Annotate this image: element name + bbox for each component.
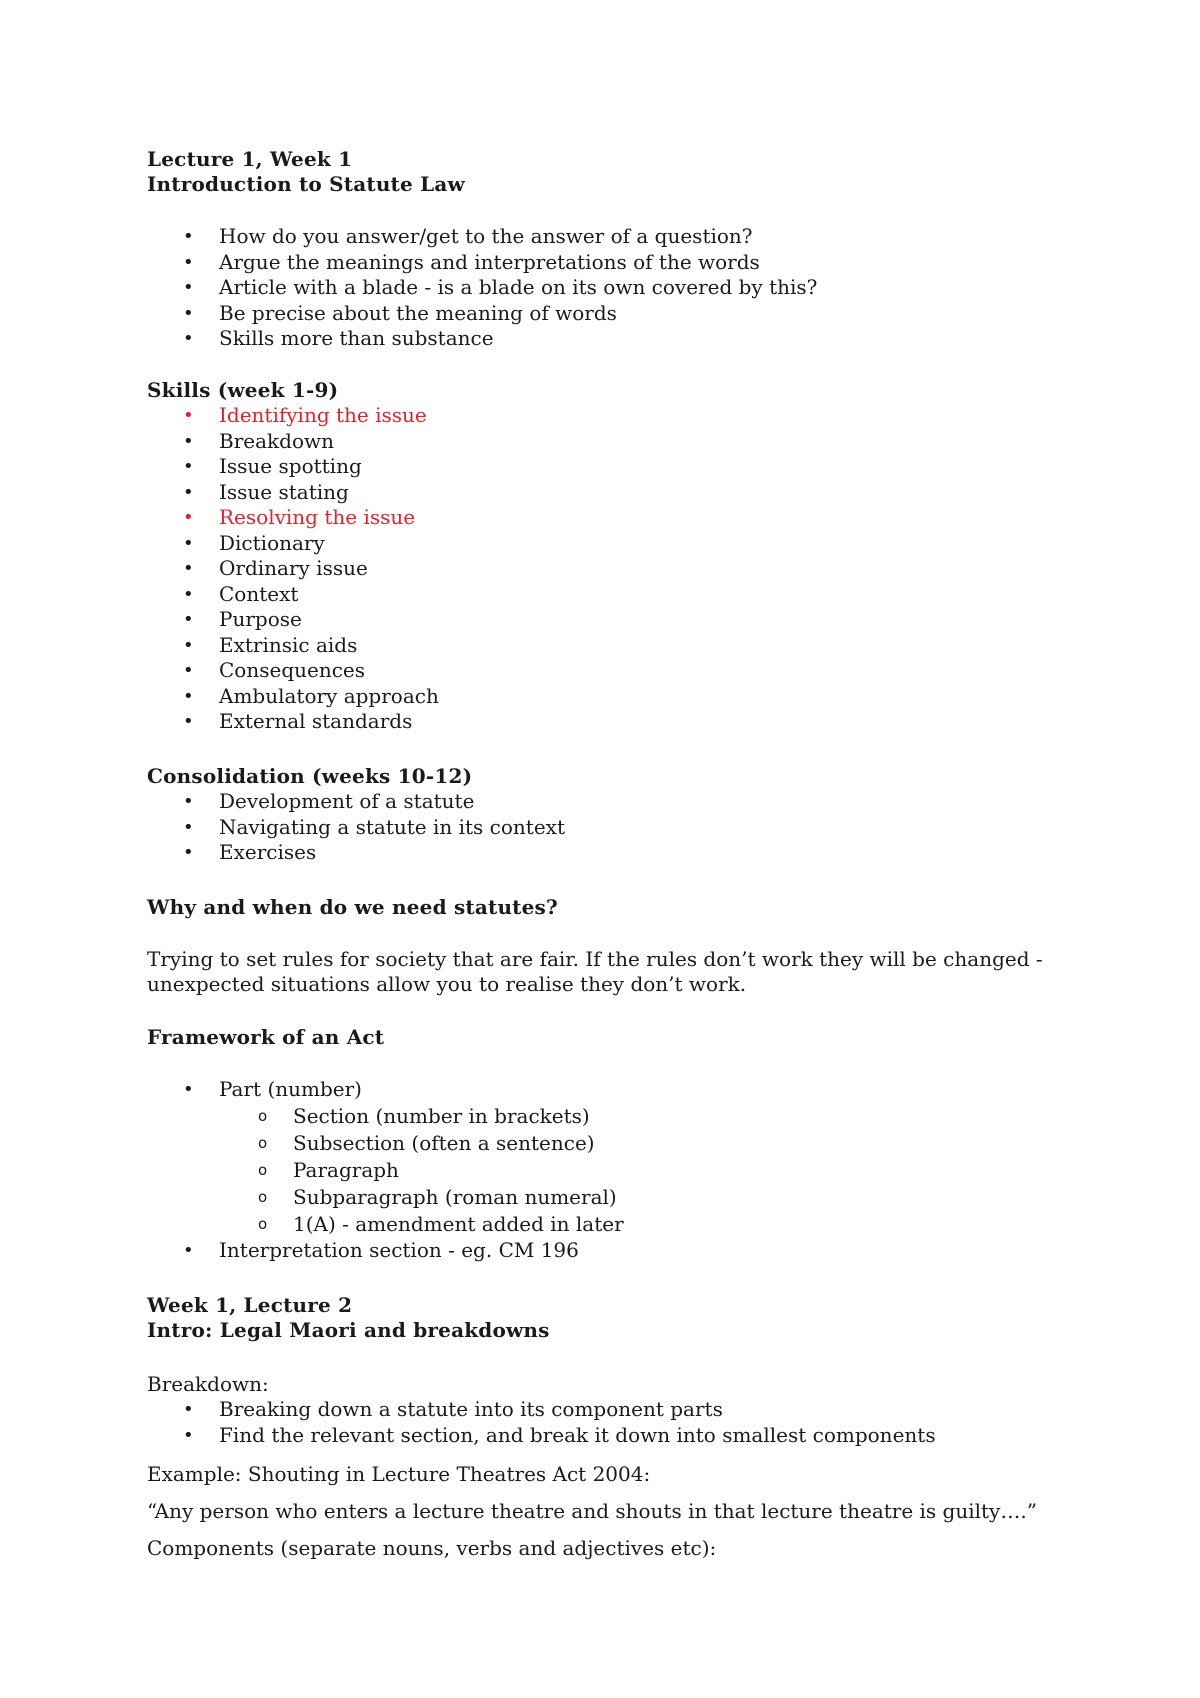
- breakdown-label: Breakdown:: [147, 1372, 269, 1396]
- list-item: • Breakdown: [147, 429, 1080, 455]
- list-item: • Identifying the issue: [147, 403, 1080, 429]
- quote-line: “Any person who enters a lecture theatre and shouts in that lecture theatre is guilty….”: [147, 1499, 1037, 1523]
- why-heading: Why and when do we need statutes?: [147, 895, 558, 919]
- why-paragraph: [147, 947, 1080, 997]
- list-item: • Context: [147, 582, 1080, 608]
- framework-heading-block: [147, 1025, 1080, 1050]
- sub-list-item: o Subparagraph (roman numeral): [147, 1184, 1080, 1211]
- intro-list: [147, 224, 1080, 352]
- sub-list-item: o Subsection (often a sentence): [147, 1130, 1080, 1157]
- components-line: Components (separate nouns, verbs and adjectives etc):: [147, 1536, 717, 1560]
- list-item: • Interpretation section - eg. CM 196: [147, 1238, 1080, 1264]
- list-item: • Skills more than substance: [147, 326, 1080, 352]
- list-item: • Development of a statute: [147, 789, 1080, 815]
- list-item: • Exercises: [147, 840, 1080, 866]
- list-item: • Ordinary issue: [147, 556, 1080, 582]
- example-line-block: [147, 1462, 1080, 1487]
- consolidation-heading: Consolidation (weeks 10-12): [147, 764, 473, 788]
- list-item: • Dictionary: [147, 531, 1080, 557]
- sub-list-item: o 1(A) - amendment added in later: [147, 1211, 1080, 1238]
- framework-heading: Framework of an Act: [147, 1025, 385, 1049]
- quote-line-block: [147, 1499, 1080, 1524]
- list-item: • Argue the meanings and interpretations of the words: [147, 250, 1080, 276]
- lecture2-line-1: Week 1, Lecture 2: [147, 1293, 353, 1317]
- lecture2-title: [147, 1293, 1080, 1343]
- list-item: • Be precise about the meaning of words: [147, 301, 1080, 327]
- list-item: • Ambulatory approach: [147, 684, 1080, 710]
- list-item: • Breaking down a statute into its component parts: [147, 1397, 1080, 1423]
- breakdown-section: [147, 1372, 1080, 1448]
- list-item: • Issue spotting: [147, 454, 1080, 480]
- why-line-1: Trying to set rules for society that are fair. If the rules don’t work they will be changed -: [147, 947, 1043, 971]
- sub-list-item: o Paragraph: [147, 1157, 1080, 1184]
- sub-list-item: o Section (number in brackets): [147, 1103, 1080, 1130]
- skills-heading: Skills (week 1-9): [147, 378, 339, 402]
- why-line-2: unexpected situations allow you to realise they don’t work.: [147, 972, 747, 996]
- list-item: • Article with a blade - is a blade on its own covered by this?: [147, 275, 1080, 301]
- why-heading-block: [147, 895, 1080, 920]
- components-line-block: [147, 1536, 1080, 1561]
- list-item: • Issue stating: [147, 480, 1080, 506]
- consolidation-section: [147, 764, 1080, 866]
- list-item: • Find the relevant section, and break it down into smallest components: [147, 1423, 1080, 1449]
- example-line: Example: Shouting in Lecture Theatres Act 2004:: [147, 1462, 651, 1486]
- lecture2-line-2: Intro: Legal Maori and breakdowns: [147, 1318, 550, 1342]
- list-item: • External standards: [147, 709, 1080, 735]
- list-item: • Part (number): [147, 1077, 1080, 1103]
- list-item: • Navigating a statute in its context: [147, 815, 1080, 841]
- lecture1-title: [147, 147, 1080, 197]
- list-item: • Resolving the issue: [147, 505, 1080, 531]
- title-line-2: Introduction to Statute Law: [147, 172, 465, 196]
- list-item: • How do you answer/get to the answer of a question?: [147, 224, 1080, 250]
- list-item: • Extrinsic aids: [147, 633, 1080, 659]
- list-item: • Consequences: [147, 658, 1080, 684]
- framework-list: [147, 1077, 1080, 1263]
- title-line-1: Lecture 1, Week 1: [147, 147, 353, 171]
- skills-section: [147, 378, 1080, 735]
- list-item: • Purpose: [147, 607, 1080, 633]
